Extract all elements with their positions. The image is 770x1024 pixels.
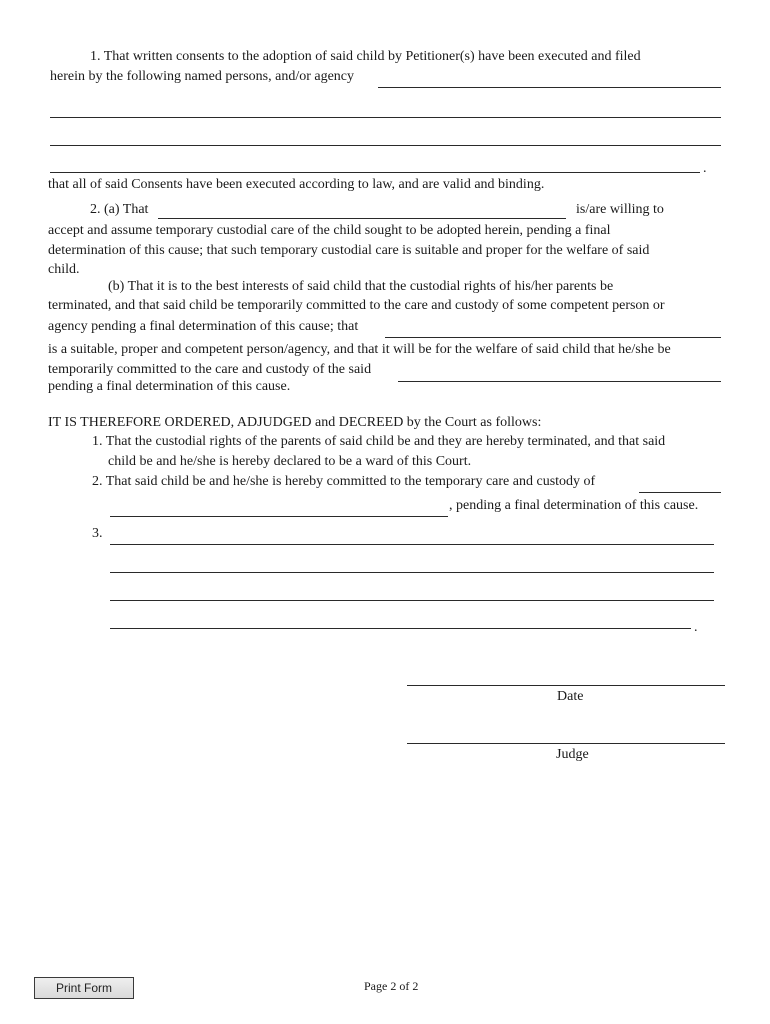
temporary-custodian-field-a[interactable]: [639, 492, 721, 493]
judge-signature-field[interactable]: [407, 743, 725, 744]
para2b-line2: terminated, and that said child be temporarily committed to the care and custody of some competent person or: [48, 298, 665, 313]
consent-names-field-3[interactable]: [50, 172, 700, 173]
additional-orders-field-1[interactable]: [110, 544, 714, 545]
para2a-prefix: 2. (a) That: [90, 202, 149, 217]
date-field[interactable]: [407, 685, 725, 686]
consent-names-field-1[interactable]: [50, 117, 721, 118]
order-item3-label: 3.: [92, 526, 103, 541]
page-number: Page 2 of 2: [364, 979, 419, 993]
para2a-line4: child.: [48, 262, 80, 277]
para2b-line3: agency pending a final determination of this cause; that: [48, 319, 359, 334]
para2b-line1: (b) That it is to the best interests of said child that the custodial rights of his/her parents be: [108, 279, 614, 294]
additional-orders-field-3[interactable]: [110, 600, 714, 601]
additional-orders-field-2[interactable]: [110, 572, 714, 573]
custodian-name-field[interactable]: [158, 218, 566, 219]
para2a-line2: accept and assume temporary custodial care of the child sought to be adopted herein, pending a final: [48, 223, 611, 238]
agency-field[interactable]: [378, 87, 721, 88]
para1-period: .: [703, 161, 707, 176]
para2b-line4: is a suitable, proper and competent person/agency, and that it will be for the welfare of said child that he/she be: [48, 342, 671, 357]
para1-line2: herein by the following named persons, and/or agency: [50, 69, 355, 84]
judge-label: Judge: [556, 747, 589, 762]
order-item1-line2: child be and he/she is hereby declared to be a ward of this Court.: [108, 454, 472, 469]
para2b-line5: temporarily committed to the care and custody of the said: [48, 362, 372, 377]
para2a-suffix: is/are willing to: [576, 202, 664, 217]
para2b-line6: pending a final determination of this cause.: [48, 379, 291, 394]
order-item1-line1: 1. That the custodial rights of the parents of said child be and they are hereby terminated, and that said: [92, 434, 666, 449]
temporary-custodian-field-b[interactable]: [110, 516, 448, 517]
order-item2-line2: , pending a final determination of this cause.: [449, 498, 699, 513]
competent-person-field[interactable]: [385, 337, 721, 338]
para2a-line3: determination of this cause; that such temporary custodial care is suitable and proper for the welfare of said: [48, 243, 650, 258]
para1-line1: 1. That written consents to the adoption of said child by Petitioner(s) have been executed and filed: [90, 49, 641, 64]
consent-names-field-2[interactable]: [50, 145, 721, 146]
para1-closing: that all of said Consents have been executed according to law, and are valid and binding.: [48, 177, 545, 192]
print-form-button[interactable]: Print Form: [34, 977, 134, 999]
order-item2-line1: 2. That said child be and he/she is hereby committed to the temporary care and custody of: [92, 474, 596, 489]
order-item3-period: .: [694, 620, 698, 635]
said-custodian-field[interactable]: [398, 381, 721, 382]
additional-orders-field-4[interactable]: [110, 628, 691, 629]
order-heading: IT IS THEREFORE ORDERED, ADJUDGED and DECREED by the Court as follows:: [48, 415, 542, 430]
date-label: Date: [557, 689, 584, 704]
